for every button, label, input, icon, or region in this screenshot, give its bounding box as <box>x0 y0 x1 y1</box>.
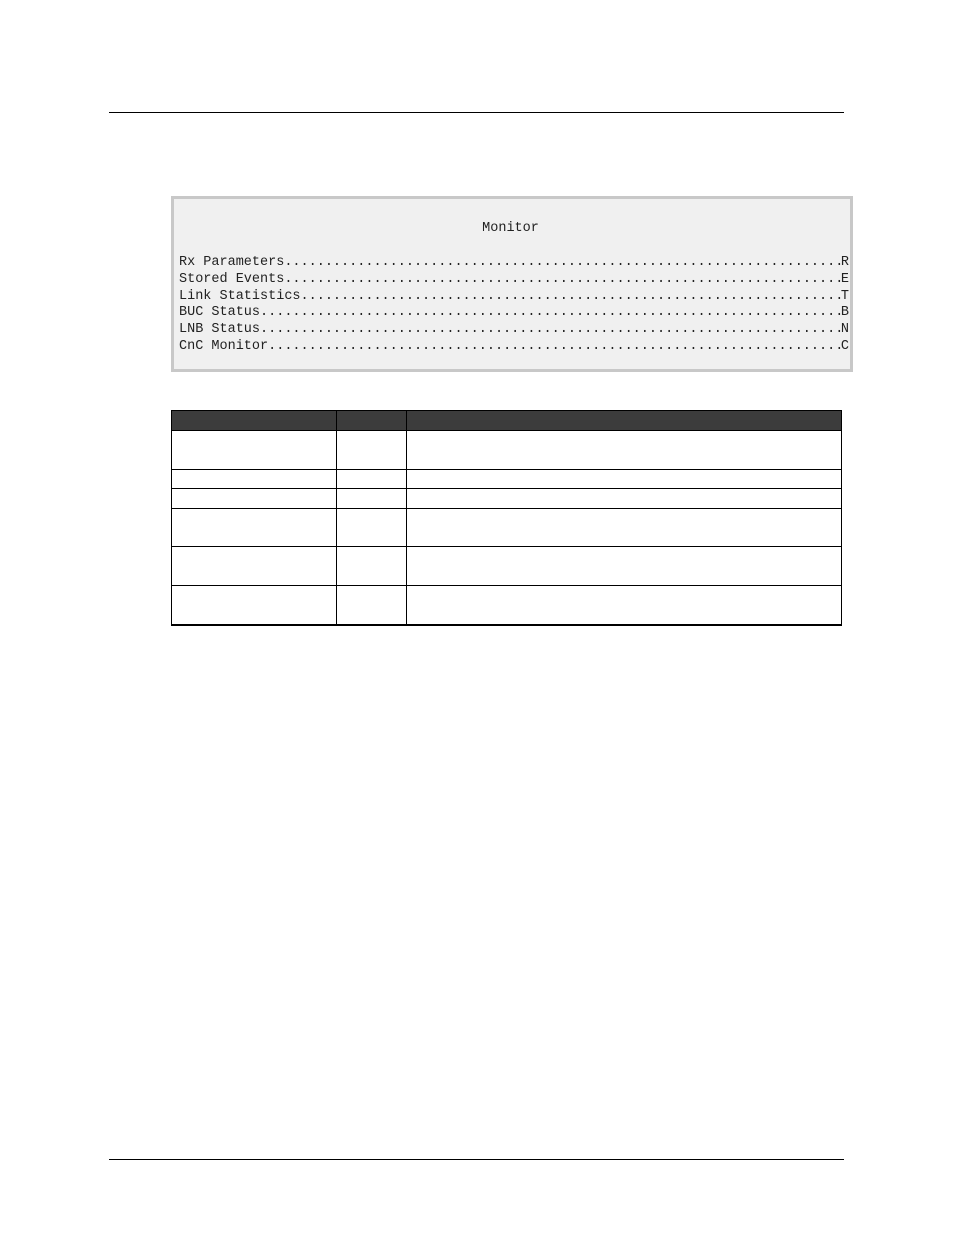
menu-item-link-statistics[interactable] <box>179 289 849 306</box>
table-cell <box>172 586 337 625</box>
menu-item-label: LNB Status <box>179 322 261 338</box>
table-cell <box>407 469 842 488</box>
dot-leader <box>284 255 841 272</box>
dot-leader <box>260 305 841 322</box>
table-cell <box>407 508 842 547</box>
table-row <box>172 469 842 488</box>
table-cell <box>172 547 337 586</box>
table-row <box>172 508 842 547</box>
table-cell <box>407 547 842 586</box>
table-cell <box>337 431 407 470</box>
menu-item-label: Rx Parameters <box>179 255 285 270</box>
table-cell <box>337 547 407 586</box>
dot-leader <box>284 272 841 289</box>
menu-item-buc-status[interactable] <box>179 305 849 322</box>
menu-item-stored-events[interactable] <box>179 272 849 289</box>
table-cell <box>337 469 407 488</box>
table-header-row <box>172 411 842 431</box>
monitor-menu-screen <box>171 196 853 372</box>
table-cell <box>337 586 407 625</box>
menu-item-label: Stored Events <box>179 271 285 287</box>
menu-item-key: C <box>840 338 849 354</box>
table-cell <box>337 489 407 508</box>
menu-title: Monitor <box>482 221 539 236</box>
table-cell <box>407 586 842 625</box>
menu-item-key: B <box>840 305 849 321</box>
table-row <box>172 431 842 470</box>
menu-item-key: T <box>840 288 849 304</box>
dot-leader <box>301 289 841 306</box>
command-table <box>171 410 842 626</box>
header-cell <box>337 411 407 431</box>
table-row <box>172 489 842 508</box>
menu-item-key: N <box>840 322 849 338</box>
menu-item-rx-parameters[interactable] <box>179 255 849 272</box>
menu-item-label: BUC Status <box>179 305 261 321</box>
table-cell <box>407 489 842 508</box>
dot-leader <box>268 339 841 356</box>
footer-rule <box>109 1159 844 1160</box>
table-cell <box>407 431 842 470</box>
table-cell <box>172 431 337 470</box>
table-cell <box>172 469 337 488</box>
header-rule <box>109 112 844 113</box>
menu-item-cnc-monitor[interactable] <box>179 339 849 356</box>
table-cell <box>337 508 407 547</box>
table-cell <box>172 489 337 508</box>
menu-item-key: E <box>840 271 849 287</box>
table-row <box>172 547 842 586</box>
menu-item-lnb-status[interactable] <box>179 322 849 339</box>
menu-item-label: Link Statistics <box>179 288 301 304</box>
menu-list <box>179 255 849 356</box>
header-cell <box>172 411 337 431</box>
menu-item-key: R <box>840 255 849 270</box>
dot-leader <box>260 322 841 339</box>
header-cell <box>407 411 842 431</box>
table-cell <box>172 508 337 547</box>
menu-item-label: CnC Monitor <box>179 338 269 354</box>
table-row <box>172 586 842 625</box>
